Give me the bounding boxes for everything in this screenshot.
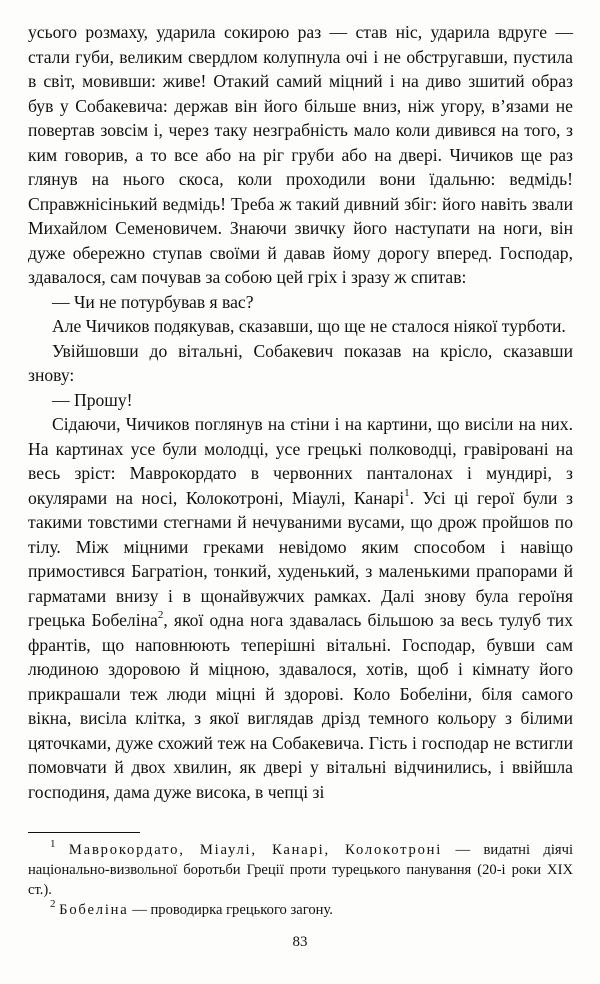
footnote-ref-2: 2: [157, 609, 164, 622]
main-text: [28, 20, 573, 804]
paragraph-6-part-3: , якої одна нога здавалась більшою за весь тулуб тих франтів, що наповнюють теперішні вітальні. Господар, бувши сам людиною здоровою й міцною, здавалося, хотів, щоб і кімнату його прикрашали теж люди міцні й здорові. Коло Бобеліни, біля самого вікна, висіла клітка, з якої виглядав дрізд темного кольору з білими цяточками, дуже схожий теж на Собакевича. Гість і господар не встигли помовчати й двох хвилин, як двері у вітальні відчинились, і ввійшла господиня, дама дуже висока, в чепці зі: [28, 610, 574, 802]
page-number: 83: [292, 934, 308, 950]
paragraph-6-part-1: Сідаючи, Чичиков поглянув на стіни і на картини, що висіли на них. На картинах усе були молодці, усе грецькі полководці, гравіровані на весь зріст: Маврокордато в червонних панталонах і мундирі, з окулярами на носі, Колокотроні, Міаулі, Канарі: [28, 414, 573, 508]
footnote-1-text: — видатні діячі національно-визвольної боротьби Греції проти турецького панування (20-і роки XIX ст.).: [28, 842, 573, 898]
paragraph-2: — Чи не потурбував я вас?: [52, 291, 254, 312]
page-body: [28, 20, 573, 804]
paragraph-6: [28, 412, 573, 804]
footnote-1: [28, 840, 573, 900]
paragraph-1: усього розмаху, ударила сокирою раз — став ніс, ударила вдруге — стали губи, великим свердлом колупнула очі і не обстругавши, пустила в світ, мовивши: живе! Отакий самий міцний і на диво зшитий образ був у Собакевича: держав він його більше вниз, ніж угору, в’язами не повертав зовсім і, через таку незграбність мало коли дивився на того, з ким говорив, а то все або на ріг груби або на двері. Чичиков ще раз глянув на нього скоса, коли проходили вони їдальню: ведмідь! Справжнісінький ведмідь! Треба ж такий дивний збіг: його навіть звали Михайлом Семеновичем. Знаючи звичку його наступати на ноги, він дуже обережно ступав своїми й давав йому дорогу вперед. Господар, здавалося, сам почував за собою цей гріх і зразу ж спитав:: [28, 22, 573, 287]
footnote-1-mark: 1: [50, 838, 56, 851]
footnote-2-text: — проводирка грецького загону.: [128, 902, 333, 918]
footnote-2-mark: 2: [50, 898, 56, 911]
footnote-2-term: Бобеліна: [59, 902, 129, 918]
footnote-ref-1: 1: [404, 486, 410, 499]
footnote-1-term: Маврокордато, Міаулі, Канарі, Колокотроні: [68, 842, 443, 858]
paragraph-4: Увійшовши до вітальні, Собакевич показав на крісло, сказавши знову:: [28, 340, 573, 385]
footnote-2: [28, 900, 573, 920]
paragraph-5: — Прошу!: [52, 389, 133, 410]
paragraph-6-part-2: . Усі ці герої були з такими товстими стегнами й нечуваними вусами, що дрож пройшов по тілу. Між міцними греками невідомо яким способом і навіщо примостився Багратіон, тонкий, худенький, з маленькими прапорами й гарматами внизу і в щонайвужчих рамках. Далі знову була героїня грецька Бобеліна: [28, 487, 573, 630]
footnotes: [28, 840, 573, 920]
paragraph-3: Але Чичиков подякував, сказавши, що ще не сталося ніякої турботи.: [52, 316, 566, 336]
footnote-divider: [28, 832, 140, 833]
